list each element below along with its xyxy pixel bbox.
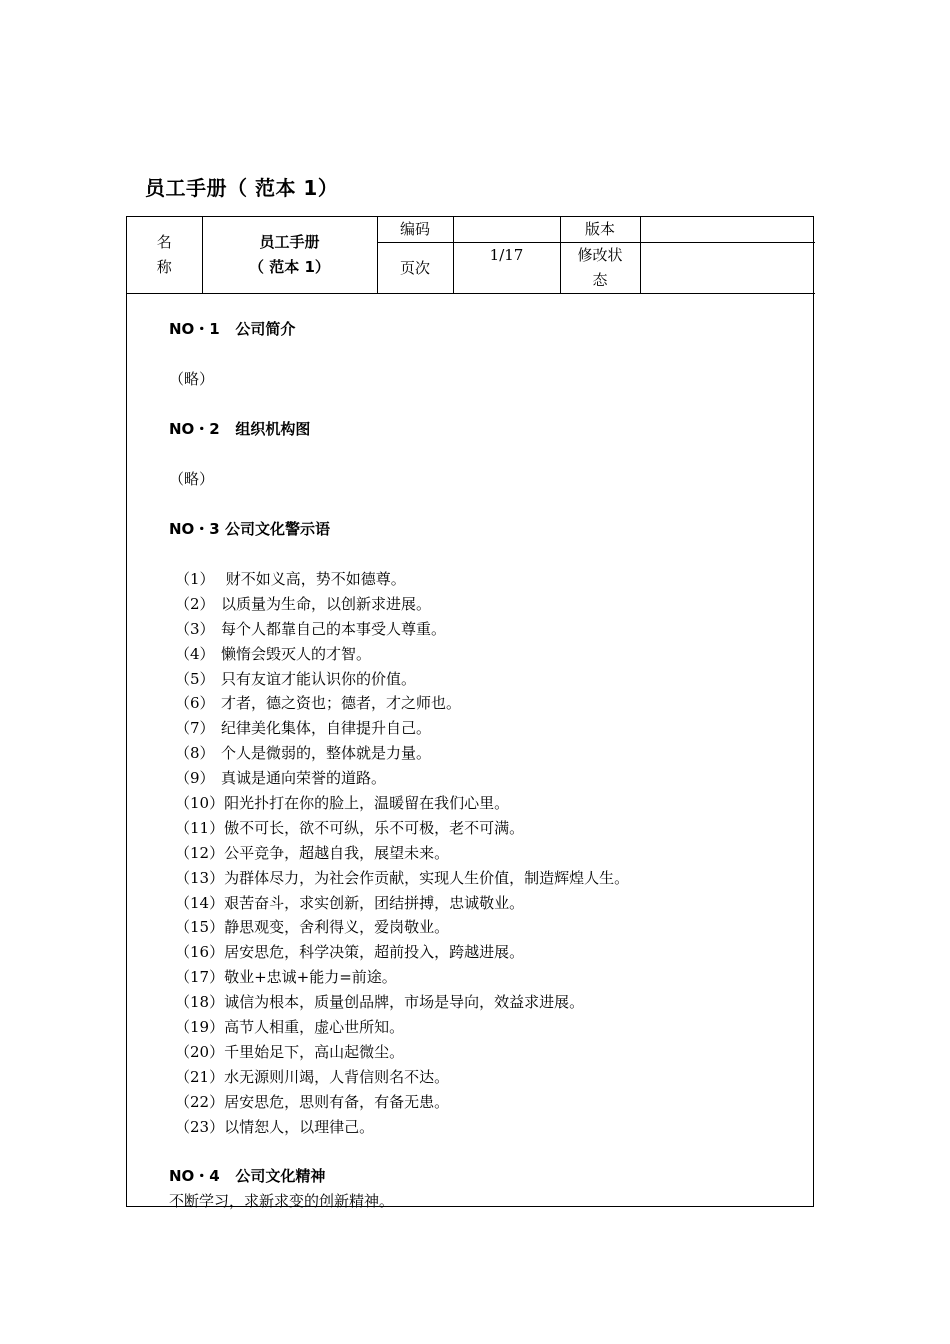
slogan-text: 以质量为生命，以创新求进展。 [221, 594, 432, 613]
slogan-text: 阳光扑打在你的脸上，温暖留在我们心里。 [224, 794, 510, 813]
section-4-body: 不断学习，求新求变的创新精神。 [169, 1192, 395, 1211]
slogan-text: 静思观变，舍利得义，爱岗敬业。 [224, 918, 450, 937]
slogan-item [175, 1065, 629, 1090]
slogan-text: 公平竞争，超越自我，展望未来。 [224, 843, 450, 862]
slogan-item [175, 1115, 629, 1140]
slogan-number: （13） [175, 868, 225, 887]
section-2-body: （略） [169, 470, 215, 488]
slogan-number: （20） [175, 1042, 225, 1061]
slogan-item [175, 791, 629, 816]
slogan-number: （12） [175, 843, 225, 862]
slogan-text: 诚信为根本，质量创品牌，市场是导向，效益求进展。 [224, 993, 585, 1012]
slogan-text: 每个人都靠自己的本事受人尊重。 [221, 619, 447, 638]
slogan-text: 千里始足下，高山起微尘。 [224, 1042, 405, 1061]
slogan-item [175, 965, 629, 990]
slogan-item [175, 691, 629, 716]
slogan-text: 敬业+忠诚+能力=前途。 [224, 968, 397, 987]
slogan-item [175, 990, 629, 1015]
slogan-number: （14） [175, 893, 225, 912]
slogan-number: （5） [175, 669, 215, 688]
slogan-item [175, 940, 629, 965]
slogan-number: （23） [175, 1117, 225, 1136]
document-title: 员工手册（ 范本 1） [145, 176, 339, 200]
slogan-number: （2） [175, 594, 215, 613]
slogan-text: 艰苦奋斗，求实创新，团结拼搏，忠诚敬业。 [224, 893, 525, 912]
slogan-item [175, 891, 629, 916]
slogan-text: 为群体尽力，为社会作贡献，实现人生价值，制造辉煌人生。 [224, 868, 630, 887]
slogan-text: 居安思危，思则有备，有备无患。 [224, 1092, 450, 1111]
slogan-number: （17） [175, 968, 225, 987]
slogan-list [169, 567, 629, 1139]
slogan-number: （4） [175, 644, 215, 663]
document-frame [126, 216, 814, 1211]
slogan-number: （8） [175, 744, 215, 763]
slogan-item [175, 1015, 629, 1040]
name-label: 名称 [156, 233, 172, 276]
slogan-item [175, 592, 629, 617]
slogan-item [175, 716, 629, 741]
slogan-item [175, 915, 629, 940]
slogan-text: 水无源则川竭，人背信则名不达。 [224, 1067, 450, 1086]
slogan-number: （22） [175, 1092, 225, 1111]
code-label: 编码 [377, 217, 453, 243]
slogan-item [175, 766, 629, 791]
slogan-number: （3） [175, 619, 215, 638]
slogan-number: （11） [175, 818, 225, 837]
slogan-number: （18） [175, 993, 225, 1012]
slogan-text: 财不如义高，势不如德尊。 [221, 570, 406, 588]
slogan-item [175, 567, 629, 592]
slogan-item [175, 741, 629, 766]
slogan-number: （16） [175, 943, 225, 962]
slogan-number: （10） [175, 794, 225, 813]
slogan-text: 懒惰会毁灭人的才智。 [221, 644, 372, 663]
slogan-text: 以情恕人，以理律己。 [224, 1117, 375, 1136]
slogan-item [175, 642, 629, 667]
name-value-line1: 员工手册 [259, 233, 320, 251]
section-4-heading: NO・4 公司文化精神 [169, 1167, 326, 1186]
slogan-item [175, 816, 629, 841]
slogan-text: 高节人相重，虚心世所知。 [224, 1018, 405, 1037]
version-label: 版本 [560, 217, 640, 243]
version-value [640, 217, 815, 243]
revision-label-cell [560, 243, 640, 294]
slogan-item [175, 667, 629, 692]
slogan-text: 居安思危，科学决策，超前投入，跨越进展。 [224, 943, 525, 962]
header-table [127, 217, 815, 294]
slogan-number: （21） [175, 1067, 225, 1086]
name-label-cell [127, 217, 202, 294]
revision-value [640, 243, 815, 294]
document-body [169, 317, 629, 1214]
slogan-number: （19） [175, 1018, 225, 1037]
slogan-text: 纪律美化集体，自律提升自己。 [221, 719, 432, 738]
slogan-item [175, 841, 629, 866]
slogan-text: 只有友谊才能认识你的价值。 [221, 669, 417, 688]
page-value: 1/17 [453, 243, 560, 294]
slogan-number: （1） [175, 570, 215, 588]
slogan-text: 个人是微弱的，整体就是力量。 [221, 744, 432, 763]
section-2-heading: NO・2 组织机构图 [169, 420, 311, 438]
slogan-number: （7） [175, 719, 215, 738]
revision-label: 修改状态 [577, 246, 623, 289]
code-value [453, 217, 560, 243]
slogan-text: 傲不可长，欲不可纵，乐不可极，老不可满。 [224, 818, 525, 837]
slogan-number: （6） [175, 694, 215, 713]
slogan-text: 才者，德之资也；德者，才之师也。 [221, 694, 462, 713]
slogan-number: （9） [175, 769, 215, 788]
section-1-body: （略） [169, 370, 215, 388]
slogan-text: 真诚是通向荣誉的道路。 [221, 769, 387, 788]
slogan-item [175, 1090, 629, 1115]
name-value-cell [202, 217, 377, 294]
section-3-heading: NO・3 公司文化警示语 [169, 520, 330, 538]
slogan-item [175, 1040, 629, 1065]
slogan-item [175, 617, 629, 642]
name-value-line2: （ 范本 1） [249, 258, 330, 276]
slogan-number: （15） [175, 918, 225, 937]
section-1-heading: NO・1 公司简介 [169, 320, 296, 338]
slogan-item [175, 866, 629, 891]
page-label: 页次 [377, 243, 453, 294]
